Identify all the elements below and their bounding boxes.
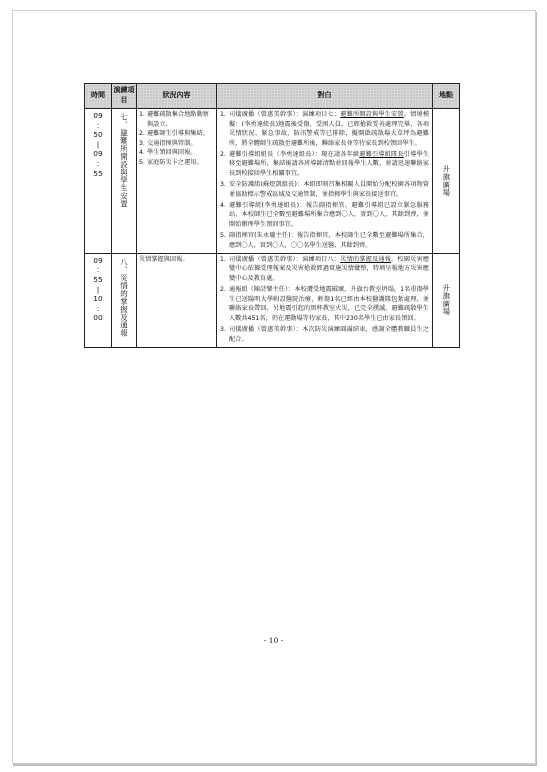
situation-item	[139, 158, 214, 168]
time-line: 09	[93, 149, 103, 159]
drill-schedule-table	[84, 83, 460, 348]
time-line: |	[96, 284, 100, 294]
dialogue-segment: 安全防護組(蘇煜凱組長)：本組即刻召集相關人員開始分配校園各項物資並協助標示警戒區域及交通管制，並指揮學生與家長接送事宜。	[229, 181, 429, 198]
dialogue-text	[229, 110, 429, 148]
dialogue-text	[229, 255, 429, 284]
time-line: 55	[93, 168, 103, 178]
dialogue-text	[229, 150, 429, 179]
dialogue-text	[229, 285, 429, 323]
dialogue-underlined: 避難引導組隊長	[359, 150, 404, 158]
dialogue-cell	[217, 109, 433, 254]
dialogue-item	[220, 201, 429, 230]
table-header-row	[85, 84, 460, 109]
time-cell	[85, 253, 112, 347]
time-line: 50	[93, 130, 103, 140]
dialogue-segment: 。情境模擬：(李勇達組長)地震後受傷、受困人員，已經搶救妥善處理完畢，各項災情狀況、緊急事故，防汛警戒等已排除，擬開啟疏散場大草坪為避難所，將全體師生疏散至避難所後，聯絡家長並等待家長到校領回學生。	[229, 111, 430, 147]
dialogue-number: 4.	[220, 201, 226, 209]
header-time: 時間	[85, 84, 112, 109]
dialogue-item	[220, 150, 429, 179]
situation-item	[139, 129, 214, 139]
situation-text: 交通指揮與管制。	[147, 139, 197, 147]
time-cell	[85, 109, 112, 254]
dialogue-number: 2.	[220, 286, 226, 294]
dialogue-underlined: 災情的掌握及通報	[340, 255, 392, 263]
situation-number: 5.	[139, 158, 145, 166]
location-cell	[433, 109, 460, 254]
dialogue-text	[229, 231, 429, 250]
header-situation: 狀況內容	[137, 84, 217, 109]
location-label: 升旗廣場	[441, 284, 451, 317]
item-label: 七、避難所開設與學生安置	[119, 113, 129, 208]
time-line: :	[96, 265, 100, 275]
item-cell	[112, 109, 137, 254]
dialogue-segment: 。校園災害應變中心依據受理報案及災害搶救經過實施災情彙整，特填呈報地方災害應變中心及教育處。	[229, 255, 430, 282]
time-line: 09	[93, 255, 103, 265]
location-cell	[433, 253, 460, 347]
dialogue-number: 1.	[220, 255, 226, 263]
dialogue-item	[220, 285, 429, 323]
dialogue-number: 3.	[220, 325, 226, 333]
dialogue-segment: 避難引導組組長（李勇達組長）：現在請各年級	[229, 150, 360, 158]
situation-item	[139, 139, 214, 149]
situation-text: 學生領回與回報。	[147, 149, 197, 157]
dialogue-text	[229, 201, 429, 230]
situation-text: 家庭防災卡之運用。	[147, 158, 203, 166]
dialogue-item	[220, 325, 429, 344]
time-line: :	[96, 158, 100, 168]
dialogue-text	[229, 180, 429, 199]
dialogue-cell	[217, 253, 433, 347]
table-row	[85, 109, 460, 254]
dialogue-item	[220, 255, 429, 284]
situation-item	[139, 148, 214, 158]
situation-text: 災情掌握與回報。	[139, 255, 189, 263]
dialogue-segment: 司儀廣播（曾惠美幹事）：演練項目八：	[229, 255, 341, 263]
situation-cell	[137, 253, 217, 347]
situation-text: 避難疏散集合地點動察與設立。	[147, 111, 209, 128]
dialogue-segment: 引導學生移至避難場所，集結後請各班導師清點並回報學生人數，並請迅速聯絡家長到校接回學生相關事宜。	[229, 150, 430, 178]
header-location: 地點	[433, 84, 460, 109]
header-dialogue: 對白	[217, 84, 433, 109]
situation-item	[139, 110, 214, 129]
dialogue-segment: 通報組（陳詩樂主任）：本校遭受地震破壞，升旗台教室坍塌，1名重傷學生已送陽明大學附設醫院治療，輕傷1名已經由本校醫護隊包紮處理，並聯絡家長帶回。另地震引起的黑杯教室火災，已完全撲滅。避難疏散學生人數共451名，仍在運動場等待家長，其中230名學生已由家長領回。	[229, 286, 429, 322]
dialogue-text	[229, 325, 429, 344]
situation-number: 3.	[139, 139, 145, 147]
situation-number: 2.	[139, 130, 145, 138]
dialogue-item	[220, 180, 429, 199]
dialogue-number: 3.	[220, 181, 226, 189]
dialogue-segment: 副指揮官(朱永瓏主任)：報告指揮官，本校師生已全數至避難場所集合，應到〇人，實到〇人，〇〇名學生送醫，其餘到齊。	[229, 232, 429, 249]
time-line: 09	[93, 111, 103, 120]
time-line: 10	[93, 294, 103, 304]
dialogue-segment: 司儀廣播（曾惠美幹事）：演練項目七：	[229, 111, 341, 118]
time-line: |	[96, 139, 100, 149]
dialogue-number: 5.	[220, 232, 226, 240]
header-item: 演練項目	[112, 84, 137, 109]
dialogue-number: 2.	[220, 150, 226, 158]
dialogue-item	[220, 231, 429, 250]
dialogue-segment: 避難引導組(李勇達組長)：報告副指揮官，避難引導組已設立緊急服務站，本校師生已全數至避難場所集合應到〇人，實到〇人，其餘到齊，並開始辦理學生領回事宜。	[229, 201, 429, 229]
page-number: - 10 -	[263, 636, 284, 645]
item-cell	[112, 253, 137, 347]
dialogue-underlined: 避難所開設與學生安置	[340, 111, 404, 118]
time-line: 55	[93, 275, 103, 284]
item-label: 八、災情的掌握及通報	[119, 257, 129, 337]
dialogue-number: 1.	[220, 111, 226, 118]
dialogue-segment: 司儀廣播（曾惠美幹事）：本次防災演練圓滿結束，感謝全體教職員生之配合。	[229, 325, 429, 343]
situation-text: 避難師生引導與集結。	[147, 130, 209, 138]
time-line: :	[96, 120, 100, 130]
location-label: 升旗廣場	[441, 165, 451, 197]
situation-number: 1.	[139, 111, 145, 118]
time-line: 00	[93, 313, 103, 323]
situation-cell	[137, 109, 217, 254]
situation-number: 4.	[139, 149, 145, 157]
situation-item	[139, 255, 214, 265]
dialogue-item	[220, 110, 429, 148]
table-row	[85, 253, 460, 347]
time-line: :	[96, 303, 100, 313]
